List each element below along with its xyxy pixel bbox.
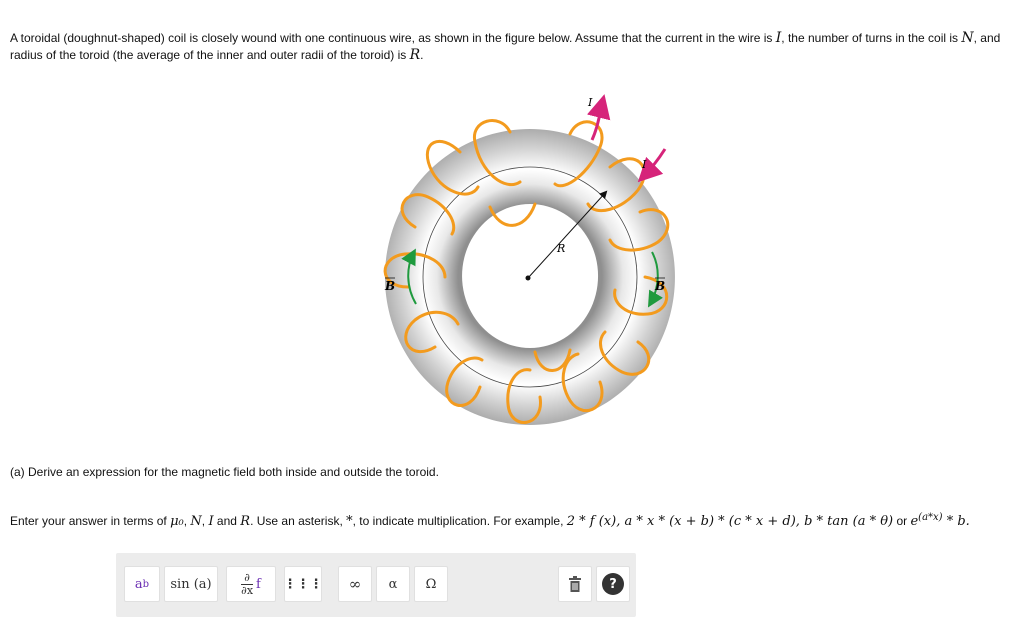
partial-top: ∂ xyxy=(244,570,250,584)
help-button[interactable] xyxy=(596,566,630,602)
trash-button[interactable] xyxy=(558,566,592,602)
answer-instructions xyxy=(10,512,970,529)
infinity-button[interactable]: ∞ xyxy=(338,566,372,602)
center-dot xyxy=(526,276,531,281)
label-field-left: B xyxy=(385,279,396,293)
instructions-text: , to indicate multiplication. For example, xyxy=(352,514,567,528)
partial-derivative-button[interactable] xyxy=(226,566,276,602)
var-mu0: μ₀ xyxy=(170,514,184,529)
label-radius: R xyxy=(557,242,566,255)
label-current-top: I xyxy=(588,96,593,109)
partial-function: f xyxy=(256,576,261,592)
power-button[interactable] xyxy=(124,566,160,602)
power-exponent: b xyxy=(142,578,150,590)
problem-statement xyxy=(10,30,1024,64)
part-a-prompt: (a) Derive an expression for the magnetic field both inside and outside the toroid. xyxy=(10,465,439,479)
sin-button[interactable]: sin (a) xyxy=(164,566,218,602)
intro-text: A toroidal (doughnut-shaped) coil is closely wound with one continuous wire, as shown in the figure below. Assume that the current in the wire is xyxy=(10,31,776,45)
example-exp-base: e xyxy=(910,514,919,529)
var-radius: R xyxy=(409,47,421,63)
intro-text: , the number of turns in the coil is xyxy=(781,31,962,45)
matrix-button[interactable]: ⋮⋮⋮ xyxy=(284,566,322,602)
example-exp-end: * b. xyxy=(942,514,970,529)
partial-fraction xyxy=(241,572,253,597)
math-toolbar xyxy=(116,553,636,617)
var-turns: N xyxy=(961,30,974,46)
label-field-right: B xyxy=(655,279,666,293)
intro-text: radius of the toroid (the average of the inner and outer radii of the toroid) is xyxy=(10,48,410,62)
instructions-text: Enter your answer in terms of xyxy=(10,514,171,528)
omega-button[interactable]: Ω xyxy=(414,566,448,602)
toroid-figure xyxy=(360,92,700,442)
intro-text: . xyxy=(420,48,424,62)
example-exp-power: (a*x) xyxy=(918,512,943,523)
var-i: I xyxy=(208,514,214,529)
instructions-text: , xyxy=(183,514,191,528)
instructions-text: or xyxy=(893,514,911,528)
asterisk-symbol: * xyxy=(346,514,353,529)
instructions-text: and xyxy=(213,514,241,528)
intro-text: , and xyxy=(973,31,1001,45)
var-current: I xyxy=(775,30,782,46)
alpha-button[interactable]: α xyxy=(376,566,410,602)
help-icon: ? xyxy=(602,573,624,595)
label-current-right: I xyxy=(642,158,647,171)
var-r: R xyxy=(240,514,251,529)
toroid-diagram xyxy=(360,92,700,442)
var-n: N xyxy=(190,514,202,529)
trash-icon xyxy=(568,576,582,592)
power-base: a xyxy=(134,576,143,592)
partial-bottom: ∂x xyxy=(241,583,254,597)
instructions-text: . Use an asterisk, xyxy=(250,514,347,528)
instructions-text: , xyxy=(201,514,209,528)
example-expressions: 2 * f (x), a * x * (x + b) * (c * x + d), b * tan (a * θ) xyxy=(566,514,894,529)
